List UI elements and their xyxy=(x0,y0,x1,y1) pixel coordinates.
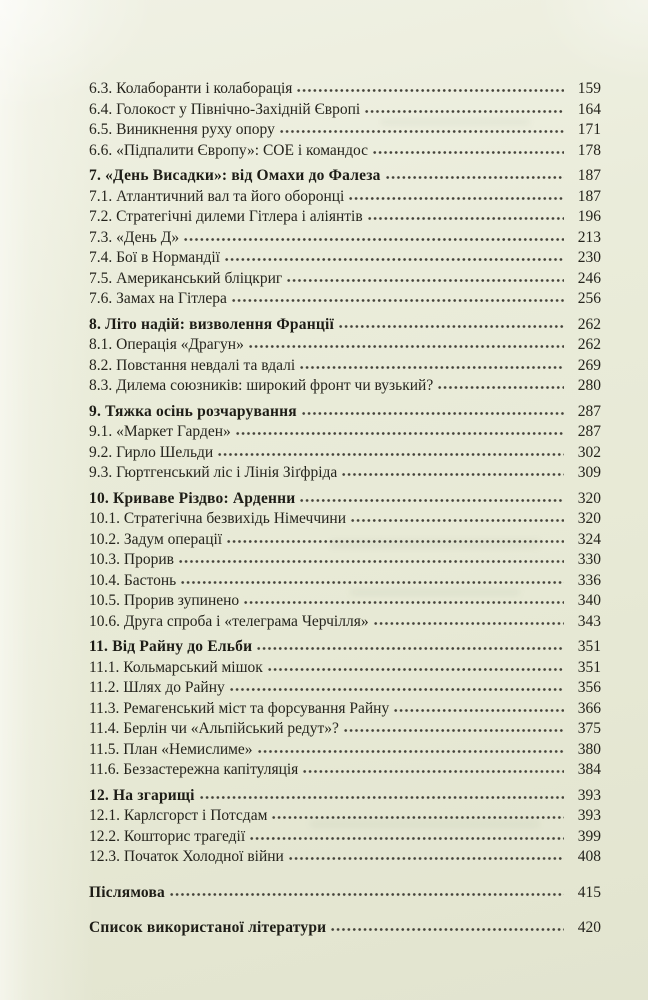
toc-group xyxy=(89,315,601,397)
toc-entry xyxy=(89,79,601,100)
toc-entry-page: 287 xyxy=(577,402,601,420)
toc-entry-label: 6.3. Колаборанти і колаборація xyxy=(89,80,293,97)
dot-leader xyxy=(183,237,564,242)
dot-leader xyxy=(169,892,564,897)
toc-entry-label: 10.3. Прорив xyxy=(89,551,174,568)
toc-entry-page: 393 xyxy=(577,786,601,804)
toc-entry xyxy=(89,827,601,848)
toc-entry-page: 302 xyxy=(577,443,601,461)
toc-entry xyxy=(89,269,601,290)
toc-group xyxy=(89,918,601,939)
toc-entry-label: 6.6. «Підпалити Європу»: СОЕ і командос xyxy=(89,141,368,159)
toc-entry-page: 230 xyxy=(577,249,601,266)
toc-group xyxy=(89,786,601,868)
toc-entry xyxy=(89,883,601,904)
toc-entry-label: 11.5. План «Немислиме» xyxy=(89,740,253,758)
dot-leader xyxy=(271,815,564,820)
toc-entry-page: 399 xyxy=(577,827,601,845)
toc-entry xyxy=(89,571,601,592)
dot-leader xyxy=(224,257,564,262)
dot-leader xyxy=(373,621,564,626)
toc-entry-label: 11.6. Беззастережна капітуляція xyxy=(89,761,299,778)
toc-entry-page: 309 xyxy=(577,464,601,481)
toc-entry-page: 384 xyxy=(577,761,601,778)
toc-entry-page: 187 xyxy=(577,187,601,205)
toc-entry xyxy=(89,530,601,551)
toc-entry xyxy=(89,760,601,781)
toc-group xyxy=(89,79,601,161)
toc-entry-page: 393 xyxy=(577,807,601,824)
toc-entry xyxy=(89,315,601,336)
toc-entry-page: 262 xyxy=(577,336,601,353)
dot-leader xyxy=(299,498,564,503)
dot-leader xyxy=(231,298,564,303)
toc-entry-label: 7.1. Атлантичний вал та його оборонці xyxy=(89,187,345,205)
toc-entry-page: 164 xyxy=(577,100,601,118)
toc-group xyxy=(89,402,601,484)
toc-entry xyxy=(89,248,601,269)
toc-entry-page: 213 xyxy=(577,228,601,246)
dot-leader xyxy=(437,385,564,390)
dot-leader xyxy=(279,129,564,134)
toc-entry-label: 8.3. Дилема союзників: широкий фронт чи вузький? xyxy=(89,377,434,394)
toc-entry-label: 6.4. Голокост у Північно-Західній Європі xyxy=(89,100,361,118)
table-of-contents xyxy=(89,79,601,939)
toc-entry xyxy=(89,740,601,761)
toc-entry-page: 287 xyxy=(577,423,601,440)
toc-entry xyxy=(89,719,601,740)
toc-entry xyxy=(89,166,601,187)
toc-entry-label: 11.3. Ремагенський міст та форсування Райну xyxy=(89,699,390,717)
dot-leader xyxy=(385,175,564,180)
toc-entry-page: 178 xyxy=(577,141,601,159)
dot-leader xyxy=(393,708,564,713)
toc-entry-page: 366 xyxy=(577,699,601,717)
toc-group xyxy=(89,883,601,904)
dot-leader xyxy=(299,365,564,370)
toc-entry-page: 336 xyxy=(577,571,601,589)
dot-leader xyxy=(286,278,564,283)
toc-entry xyxy=(89,918,601,939)
toc-group xyxy=(89,637,601,781)
toc-entry-label: 9.1. «Маркет Гарден» xyxy=(89,423,231,440)
toc-entry-page: 246 xyxy=(577,269,601,287)
toc-entry-label: 11.4. Берлін чи «Альпійський редут»? xyxy=(89,720,339,737)
toc-entry-label: 7.2. Стратегічні дилеми Гітлера і аліянтів xyxy=(89,208,363,225)
dot-leader xyxy=(296,88,564,93)
dot-leader xyxy=(178,559,564,564)
toc-entry xyxy=(89,187,601,208)
toc-entry xyxy=(89,335,601,356)
toc-entry-page: 343 xyxy=(577,612,601,630)
toc-entry-label: 10. Криваве Різдво: Арденни xyxy=(89,489,296,507)
toc-entry xyxy=(89,806,601,827)
toc-entry-label: 8. Літо надій: визволення Франції xyxy=(89,315,334,333)
toc-entry-page: 269 xyxy=(577,356,601,374)
toc-entry xyxy=(89,289,601,310)
toc-entry-page: 280 xyxy=(577,377,601,394)
dot-leader xyxy=(302,769,564,774)
dot-leader xyxy=(180,580,564,585)
toc-entry xyxy=(89,376,601,397)
toc-group xyxy=(89,489,601,633)
toc-entry xyxy=(89,637,601,658)
dot-leader xyxy=(367,216,564,221)
toc-entry-page: 420 xyxy=(577,919,601,936)
dot-leader xyxy=(226,539,564,544)
dot-leader xyxy=(288,856,564,861)
toc-entry-label: 11.1. Кольмарський мішок xyxy=(89,658,263,676)
toc-entry-page: 320 xyxy=(577,510,601,527)
toc-entry xyxy=(89,120,601,141)
toc-entry-page: 159 xyxy=(577,80,601,97)
toc-entry xyxy=(89,847,601,868)
toc-entry-label: 6.5. Виникнення руху опору xyxy=(89,121,275,138)
toc-entry-label: 8.2. Повстання невдалі та вдалі xyxy=(89,356,296,374)
toc-entry-label: 7.3. «День Д» xyxy=(89,228,180,246)
toc-entry-page: 171 xyxy=(577,121,601,138)
toc-entry-label: 11.2. Шлях до Райну xyxy=(89,679,225,696)
toc-entry xyxy=(89,509,601,530)
dot-leader xyxy=(341,472,564,477)
toc-entry xyxy=(89,591,601,612)
toc-entry-label: 11. Від Райну до Ельби xyxy=(89,638,253,655)
toc-entry-label: 12.2. Кошторис трагедії xyxy=(89,827,246,845)
toc-group xyxy=(89,166,601,310)
toc-entry xyxy=(89,489,601,510)
toc-entry xyxy=(89,612,601,633)
toc-entry-page: 187 xyxy=(577,167,601,184)
toc-entry-label: 9.3. Гюртгенський ліс і Лінія Зіґфріда xyxy=(89,464,338,481)
toc-entry xyxy=(89,443,601,464)
toc-entry xyxy=(89,100,601,121)
toc-entry-page: 356 xyxy=(577,679,601,696)
toc-entry-page: 324 xyxy=(577,530,601,548)
toc-entry-label: 12. На згарищі xyxy=(89,786,195,804)
toc-entry-label: Післямова xyxy=(89,883,165,901)
toc-entry-label: 9. Тяжка осінь розчарування xyxy=(89,402,297,420)
toc-entry xyxy=(89,699,601,720)
dot-leader xyxy=(372,150,564,155)
dot-leader xyxy=(235,431,564,436)
dot-leader xyxy=(229,687,564,692)
dot-leader xyxy=(348,196,564,201)
toc-entry xyxy=(89,228,601,249)
toc-entry-label: 7. «День Висадки»: від Омахи до Фалеза xyxy=(89,167,381,184)
toc-entry-label: 12.3. Початок Холодної війни xyxy=(89,848,284,865)
dot-leader xyxy=(301,411,564,416)
dot-leader xyxy=(350,518,564,523)
toc-entry xyxy=(89,786,601,807)
toc-entry-label: 8.1. Операція «Драгун» xyxy=(89,336,244,353)
toc-entry-label: 12.1. Карлсгорст і Потсдам xyxy=(89,807,268,824)
toc-entry xyxy=(89,207,601,228)
toc-entry xyxy=(89,402,601,423)
toc-entry xyxy=(89,422,601,443)
toc-entry-label: 10.4. Бастонь xyxy=(89,571,177,589)
dot-leader xyxy=(267,667,564,672)
toc-entry-page: 415 xyxy=(577,883,601,901)
toc-entry xyxy=(89,658,601,679)
toc-entry-page: 375 xyxy=(577,720,601,737)
toc-entry-page: 380 xyxy=(577,740,601,758)
toc-entry-page: 320 xyxy=(577,489,601,507)
toc-entry-page: 262 xyxy=(577,315,601,333)
toc-entry xyxy=(89,356,601,377)
toc-entry-label: 10.5. Прорив зупинено xyxy=(89,592,240,609)
toc-entry xyxy=(89,141,601,162)
toc-entry-page: 256 xyxy=(577,290,601,307)
toc-entry xyxy=(89,463,601,484)
dot-leader xyxy=(199,795,564,800)
toc-entry-label: Список використаної літератури xyxy=(89,919,327,936)
dot-leader xyxy=(243,600,564,605)
dot-leader xyxy=(338,324,564,329)
toc-entry-page: 330 xyxy=(577,551,601,568)
toc-entry-page: 196 xyxy=(577,208,601,225)
toc-entry-label: 10.6. Друга спроба і «телеграма Черчілля» xyxy=(89,612,369,630)
dot-leader xyxy=(257,749,564,754)
toc-entry-page: 351 xyxy=(577,658,601,676)
dot-leader xyxy=(249,836,564,841)
toc-entry-page: 340 xyxy=(577,592,601,609)
toc-entry-label: 9.2. Гирло Шельди xyxy=(89,443,214,461)
toc-entry xyxy=(89,678,601,699)
toc-entry-label: 10.2. Задум операції xyxy=(89,530,223,548)
dot-leader xyxy=(248,344,564,349)
dot-leader xyxy=(343,728,564,733)
dot-leader xyxy=(330,927,564,932)
toc-entry-label: 7.6. Замах на Гітлера xyxy=(89,290,227,307)
toc-entry-label: 10.1. Стратегічна безвихідь Німеччини xyxy=(89,510,347,527)
toc-entry-page: 408 xyxy=(577,848,601,865)
dot-leader xyxy=(256,646,564,651)
toc-entry xyxy=(89,550,601,571)
toc-entry-label: 7.4. Бої в Нормандії xyxy=(89,249,220,266)
dot-leader xyxy=(217,452,564,457)
toc-entry-label: 7.5. Американський бліцкриг xyxy=(89,269,283,287)
toc-entry-page: 351 xyxy=(577,638,601,655)
dot-leader xyxy=(364,109,564,114)
